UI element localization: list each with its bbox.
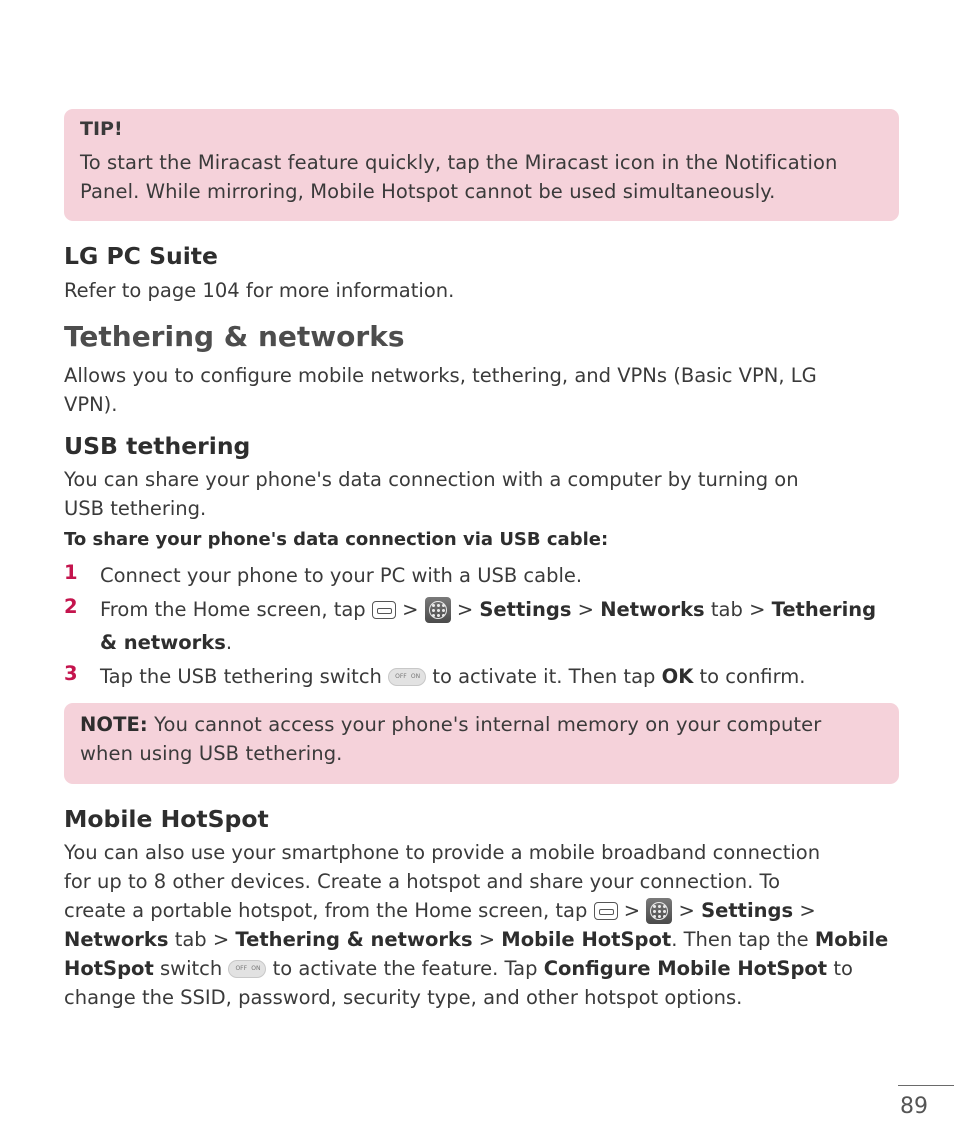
- separator: >: [402, 598, 419, 621]
- configure-hotspot-label: Configure Mobile HotSpot: [543, 957, 828, 980]
- tethering-heading: Tethering & networks: [64, 320, 405, 353]
- tethering-intro: [64, 361, 894, 419]
- networks-continuation: & networks: [100, 631, 226, 654]
- tethering-line-2: VPN).: [64, 393, 118, 416]
- step-1-number: 1: [64, 561, 78, 584]
- usb-line-2: USB tethering.: [64, 497, 207, 520]
- note-text: [80, 710, 890, 768]
- then-tap-text: . Then tap the: [671, 928, 809, 951]
- hotspot-line-1: You can also use your smartphone to provide a mobile broadband connection: [64, 841, 821, 864]
- usb-line-1: You can share your phone's data connection with a computer by turning on: [64, 468, 799, 491]
- pc-suite-heading: LG PC Suite: [64, 242, 218, 270]
- switch-word: switch: [159, 957, 223, 980]
- step-3-number: 3: [64, 662, 78, 685]
- tethering-networks-label: Tethering & networks: [235, 928, 473, 951]
- apps-icon: [425, 597, 451, 623]
- step-2-line-1: [100, 593, 900, 626]
- period: .: [225, 631, 233, 654]
- networks-label: Networks: [600, 598, 705, 621]
- tab-word: tab: [174, 928, 207, 951]
- step-3-pre: Tap the USB tethering switch: [100, 665, 382, 688]
- activate-text: to activate the feature. Tap: [272, 957, 538, 980]
- hotspot-label: HotSpot: [64, 957, 154, 980]
- hotspot-heading: Mobile HotSpot: [64, 805, 269, 833]
- tip-label: TIP!: [80, 118, 123, 140]
- hotspot-line-3: [64, 896, 894, 925]
- separator: >: [456, 598, 474, 621]
- settings-label: Settings: [701, 899, 794, 922]
- note-line-2: when using USB tethering.: [80, 742, 343, 765]
- apps-icon: [646, 898, 672, 924]
- ok-label: OK: [661, 665, 694, 688]
- usb-subheading: To share your phone's data connection via USB cable:: [64, 529, 609, 550]
- separator: >: [212, 928, 230, 951]
- mobile-label: Mobile: [814, 928, 889, 951]
- step-3-text: [100, 660, 900, 693]
- page-number-rule: [898, 1085, 954, 1086]
- usb-intro: [64, 465, 894, 523]
- tethering-label: Tethering: [771, 598, 877, 621]
- step-3-mid: to activate it. Then tap: [432, 665, 656, 688]
- to-word: to: [833, 957, 853, 980]
- step-2-line-2: [100, 626, 900, 659]
- hotspot-line-3-text: create a portable hotspot, from the Home screen, tap: [64, 899, 588, 922]
- separator: >: [799, 899, 816, 922]
- pc-suite-text: Refer to page 104 for more information.: [64, 279, 455, 302]
- hotspot-line-2: for up to 8 other devices. Create a hotspot and share your connection. To: [64, 870, 781, 893]
- page-number: 89: [900, 1094, 928, 1119]
- tip-line-2: Panel. While mirroring, Mobile Hotspot cannot be used simultaneously.: [80, 180, 776, 203]
- step-1-text: Connect your phone to your PC with a USB cable.: [100, 564, 583, 587]
- step-2-text: [100, 593, 900, 659]
- settings-label: Settings: [479, 598, 572, 621]
- note-line-1-text: You cannot access your phone's internal memory on your computer: [154, 713, 822, 736]
- usb-heading: USB tethering: [64, 432, 251, 460]
- networks-label: Networks: [64, 928, 169, 951]
- separator: >: [577, 598, 594, 621]
- tip-line-1: To start the Miracast feature quickly, tap the Miracast icon in the Notification: [80, 151, 838, 174]
- switch-off-text: OFF: [395, 673, 407, 680]
- hotspot-line-6: change the SSID, password, security type, and other hotspot options.: [64, 986, 743, 1009]
- separator: >: [678, 899, 695, 922]
- note-label: NOTE:: [80, 713, 148, 736]
- note-line-1: [80, 710, 890, 739]
- tab-word: tab: [710, 598, 743, 621]
- separator: >: [623, 899, 641, 922]
- hotspot-line-4: [64, 925, 894, 954]
- hotspot-line-5: [64, 954, 894, 983]
- toggle-switch-icon: [388, 668, 426, 686]
- hotspot-paragraph: [64, 838, 894, 1012]
- home-icon: [372, 601, 396, 619]
- step-2-pre: From the Home screen, tap: [100, 598, 366, 621]
- separator: >: [749, 598, 766, 621]
- step-2-number: 2: [64, 595, 78, 618]
- tip-text: [80, 148, 890, 206]
- toggle-switch-icon: [228, 960, 266, 978]
- switch-on-text: ON: [251, 965, 261, 972]
- step-3-end: to confirm.: [699, 665, 806, 688]
- switch-on-text: ON: [410, 673, 421, 680]
- tethering-line-1: Allows you to configure mobile networks, tethering, and VPNs (Basic VPN, LG: [64, 364, 817, 387]
- separator: >: [478, 928, 496, 951]
- home-icon: [594, 902, 618, 920]
- mobile-hotspot-label: Mobile HotSpot: [501, 928, 672, 951]
- switch-off-text: OFF: [235, 965, 248, 972]
